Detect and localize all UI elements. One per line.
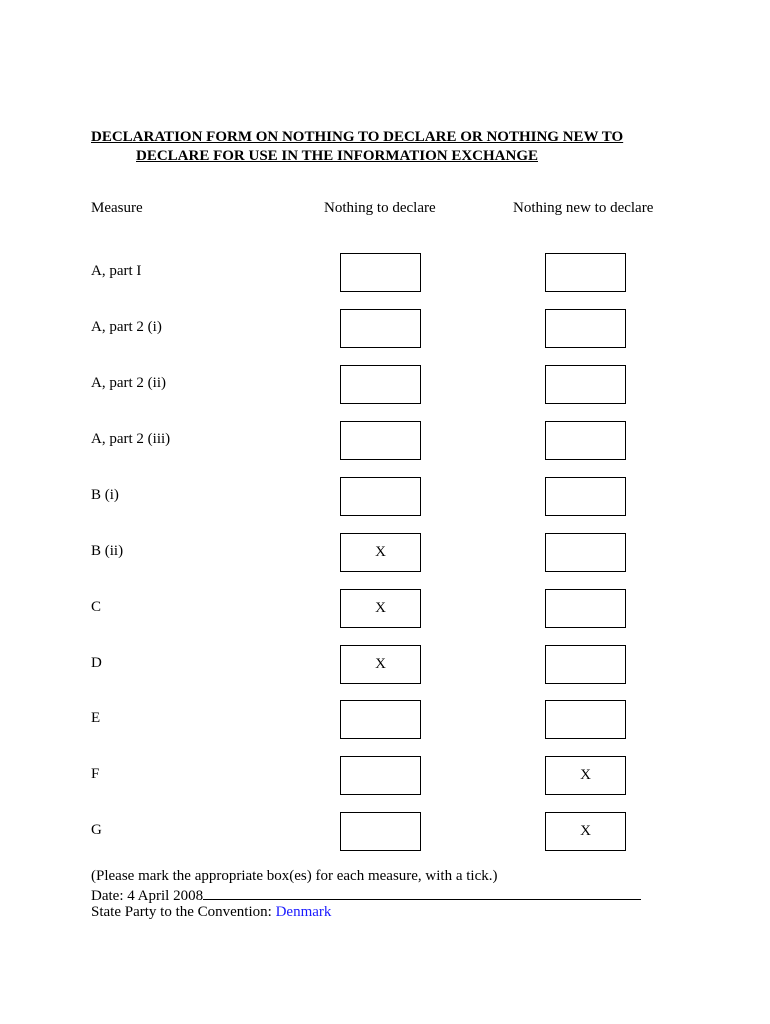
measure-row	[0, 589, 770, 627]
nothing-new-checkbox[interactable]	[545, 533, 626, 572]
measure-label: D	[91, 655, 102, 671]
measure-label: G	[91, 822, 102, 838]
nothing-new-checkbox[interactable]	[545, 589, 626, 628]
nothing-to-declare-checkbox[interactable]	[340, 700, 421, 739]
nothing-new-checkbox[interactable]	[545, 365, 626, 404]
measure-row	[0, 812, 770, 850]
date-label: Date: 4 April 2008	[91, 888, 204, 904]
measure-row	[0, 421, 770, 459]
state-party-row	[91, 904, 331, 921]
measure-row	[0, 756, 770, 794]
nothing-to-declare-checkbox[interactable]: X	[340, 533, 421, 572]
measure-label: A, part I	[91, 263, 142, 279]
nothing-new-checkbox[interactable]: X	[545, 812, 626, 851]
form-title	[91, 128, 651, 166]
measure-label: E	[91, 710, 101, 726]
nothing-to-declare-checkbox[interactable]	[340, 477, 421, 516]
measure-label: A, part 2 (i)	[91, 319, 162, 335]
state-party-label: State Party to the Convention:	[91, 904, 276, 920]
nothing-new-checkbox[interactable]	[545, 253, 626, 292]
measure-label: F	[91, 766, 100, 782]
measure-label: A, part 2 (iii)	[91, 431, 171, 447]
measure-row	[0, 365, 770, 403]
nothing-to-declare-checkbox[interactable]	[340, 812, 421, 851]
nothing-to-declare-checkbox[interactable]	[340, 421, 421, 460]
nothing-new-checkbox[interactable]	[545, 645, 626, 684]
nothing-to-declare-checkbox[interactable]	[340, 365, 421, 404]
instruction-text: (Please mark the appropriate box(es) for each measure, with a tick.)	[91, 868, 498, 884]
title-line-2: DECLARE FOR USE IN THE INFORMATION EXCHANGE	[136, 148, 538, 164]
measure-label: A, part 2 (ii)	[91, 375, 166, 391]
measure-row	[0, 700, 770, 738]
measure-row	[0, 309, 770, 347]
header-nothing-to-declare: Nothing to declare	[324, 200, 436, 216]
measure-row	[0, 253, 770, 291]
nothing-new-checkbox[interactable]	[545, 700, 626, 739]
measure-label: C	[91, 599, 102, 615]
nothing-new-checkbox[interactable]	[545, 421, 626, 460]
header-nothing-new-to-declare: Nothing new to declare	[513, 200, 654, 216]
measure-row	[0, 533, 770, 571]
nothing-to-declare-checkbox[interactable]: X	[340, 645, 421, 684]
country-value: Denmark	[275, 904, 332, 920]
measure-row	[0, 477, 770, 515]
title-line-1: DECLARATION FORM ON NOTHING TO DECLARE OR NOTHING NEW TO	[91, 129, 624, 145]
measure-label: B (ii)	[91, 543, 124, 559]
nothing-new-checkbox[interactable]: X	[545, 756, 626, 795]
nothing-to-declare-checkbox[interactable]	[340, 756, 421, 795]
nothing-new-checkbox[interactable]	[545, 309, 626, 348]
nothing-to-declare-checkbox[interactable]	[340, 253, 421, 292]
signature-underline	[203, 886, 641, 900]
measure-row	[0, 645, 770, 683]
nothing-new-checkbox[interactable]	[545, 477, 626, 516]
date-line-row	[91, 886, 641, 905]
header-measure: Measure	[91, 200, 143, 216]
nothing-to-declare-checkbox[interactable]	[340, 309, 421, 348]
measure-label: B (i)	[91, 487, 119, 503]
nothing-to-declare-checkbox[interactable]: X	[340, 589, 421, 628]
